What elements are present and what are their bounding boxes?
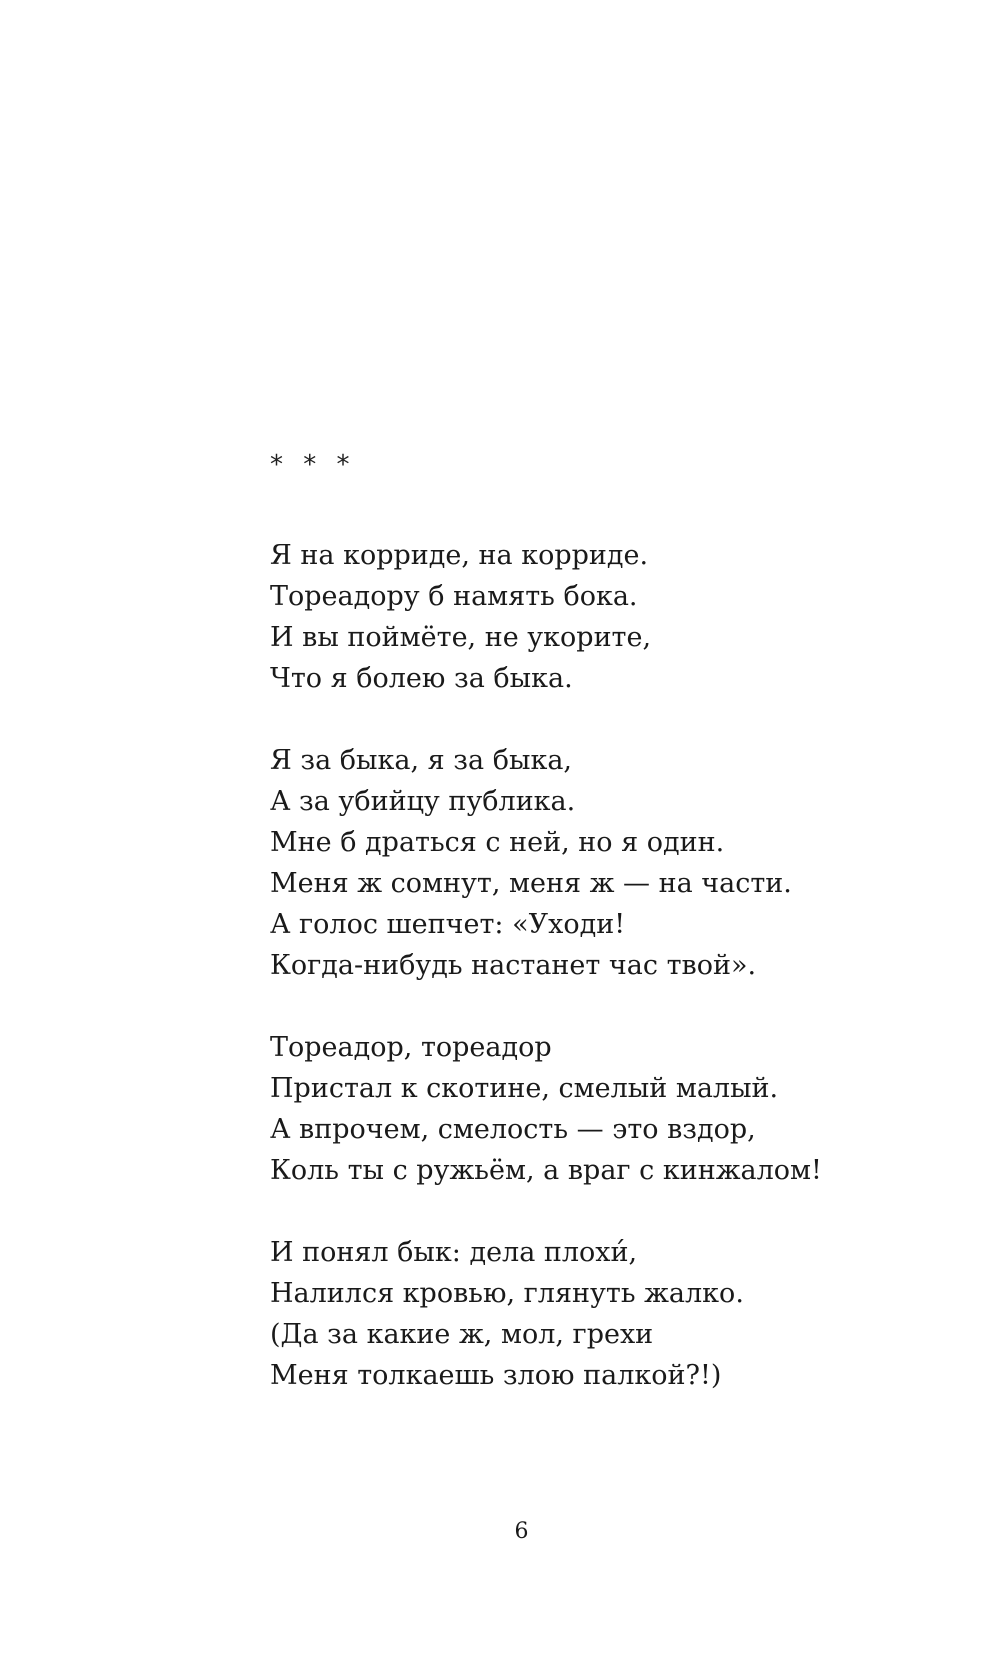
poem-line: (Да за какие ж, мол, грехи: [270, 1319, 654, 1350]
stanza-2: [270, 740, 970, 986]
poem-line: Что я болею за быка.: [270, 663, 573, 694]
poem-line: Меня толкаешь злою палкой?!): [270, 1360, 722, 1391]
poem-line: И понял бык: дела плохи́,: [270, 1237, 638, 1268]
stanza-4: [270, 1232, 970, 1396]
poem-line: А голос шепчет: «Уходи!: [270, 909, 626, 940]
page-number: 6: [514, 1519, 529, 1544]
poem-line: Я на корриде, на корриде.: [270, 540, 649, 571]
section-separator: * * *: [270, 450, 356, 480]
poem-line: Тореадору б намять бока.: [270, 581, 638, 612]
poem-line: Тореадор, тореадор: [270, 1032, 552, 1063]
poem-line: Пристал к скотине, смелый малый.: [270, 1073, 779, 1104]
poem-line: И вы поймёте, не укорите,: [270, 622, 652, 653]
poem-line: Мне б драться с ней, но я один.: [270, 827, 725, 858]
poem-line: А впрочем, смелость — это вздор,: [270, 1114, 756, 1145]
stanza-3: [270, 1027, 970, 1191]
poem-line: Коль ты с ружьём, а враг с кинжалом!: [270, 1155, 822, 1186]
poem-line: Когда-нибудь настанет час твой».: [270, 950, 757, 981]
poem: [270, 535, 970, 1437]
poem-line: Налился кровью, глянуть жалко.: [270, 1278, 744, 1309]
stanza-1: [270, 535, 970, 699]
poem-line: Меня ж сомнут, меня ж — на части.: [270, 868, 792, 899]
poem-line: Я за быка, я за быка,: [270, 745, 572, 776]
poem-line: А за убийцу публика.: [270, 786, 576, 817]
